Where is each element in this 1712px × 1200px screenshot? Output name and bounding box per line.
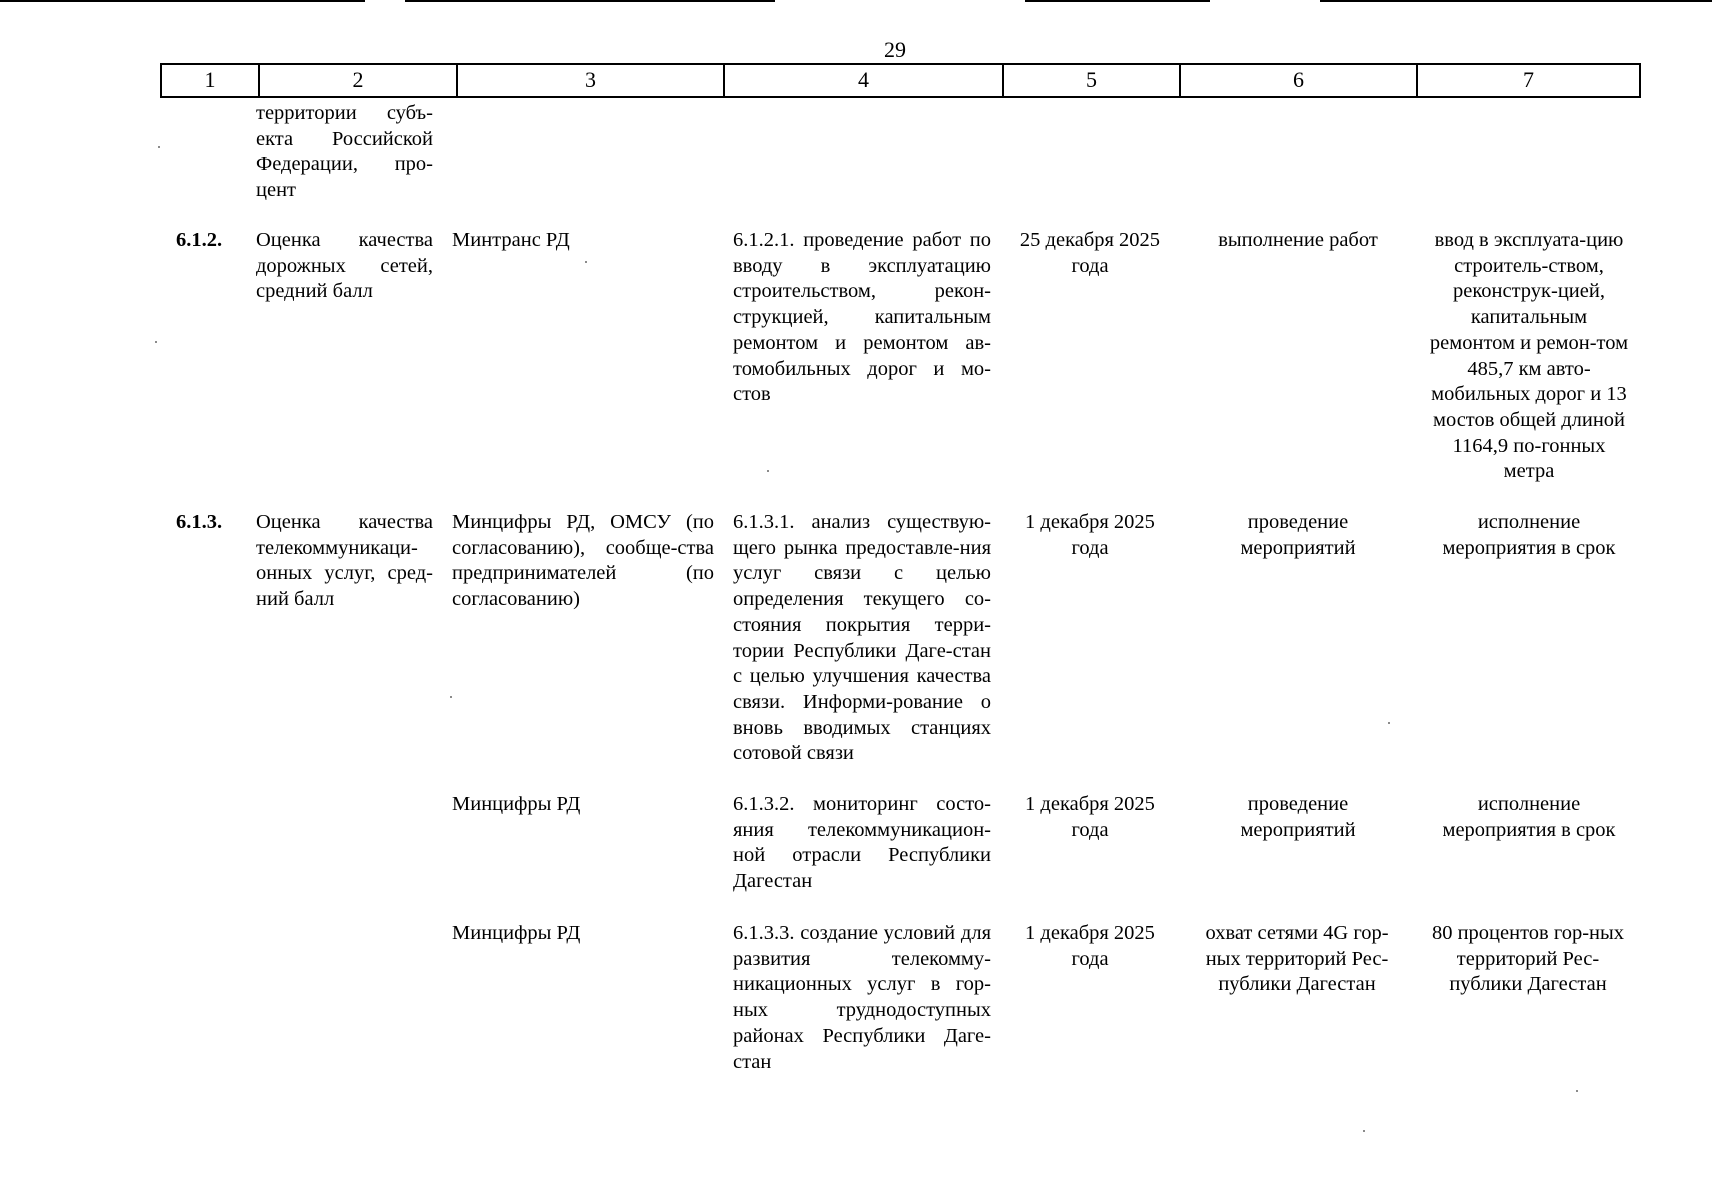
deadline-text: 1 декабря 2025 года	[1025, 793, 1155, 841]
scan-speck	[585, 261, 587, 263]
value-text: исполнение мероприятия в срок	[1442, 793, 1616, 841]
scan-speck	[155, 341, 157, 343]
executor-text: Минцифры РД, ОМСУ (по согласованию), сообще-ства предпринимателей (по согласованию)	[452, 511, 714, 611]
activity-text: 6.1.3.1. анализ существую-щего рынка предоставле-ния услуг связи с целью определения текущего со-стояния покрытия терри-тории Республики Даге-стан с целью улучшения качества связи. Информи-рование о вновь вводимых станциях сотовой связи	[733, 511, 991, 765]
value-text: 80 процентов гор-ных территорий Рес-публики Дагестан	[1431, 922, 1625, 996]
page-number: 29	[884, 37, 906, 62]
executor-text: Минцифры РД	[452, 922, 581, 944]
result-text: проведение мероприятий	[1240, 511, 1356, 559]
scan-speck	[1576, 1090, 1578, 1092]
scan-edge-line	[1025, 0, 1210, 2]
scan-speck	[767, 470, 769, 472]
column-number: 6	[1293, 67, 1304, 92]
indicator-text: Оценка качества дорожных сетей, средний балл	[256, 229, 433, 303]
activity-text: 6.1.2.1. проведение работ по вводу в эксплуатацию строительством, рекон-струкцией, капитальным ремонтом и ремонтом ав-томобильных дорог и мо-стов	[733, 229, 991, 406]
scan-edge-line	[1320, 0, 1712, 2]
scan-speck	[1363, 1130, 1365, 1132]
value-text: ввод в эксплуата-цию строитель-ством, реконструк-цией, капитальным ремонтом и ремон-том 485,7 км авто-мобильных дорог и 13 мостов общей длиной 1164,9 по-гонных метра	[1429, 229, 1629, 483]
continuation-indicator: территории субъ-екта Российской Федерации, про-цент	[256, 102, 433, 202]
activity-text: 6.1.3.3. создание условий для развития телекомму-никационных услуг в гор-ных труднодоступных районах Республики Даге-стан	[733, 922, 991, 1073]
column-number: 5	[1086, 67, 1097, 92]
executor-text: Минцифры РД	[452, 793, 581, 815]
column-number: 2	[352, 67, 364, 92]
result-text: выполнение работ	[1218, 229, 1378, 251]
row-number: 6.1.2.	[176, 229, 223, 251]
scan-speck	[158, 146, 160, 148]
column-divider	[1639, 63, 1641, 97]
scan-edge-line	[0, 0, 365, 2]
deadline-text: 1 декабря 2025 года	[1025, 922, 1155, 970]
scan-edge-line	[405, 0, 775, 2]
deadline-text: 1 декабря 2025 года	[1025, 511, 1155, 559]
column-number: 3	[585, 67, 596, 92]
result-text: охват сетями 4G гор-ных территорий Рес-публики Дагестан	[1205, 922, 1389, 996]
scan-speck	[450, 696, 452, 698]
row-number: 6.1.3.	[176, 511, 223, 533]
result-text: проведение мероприятий	[1240, 793, 1356, 841]
executor-text: Минтранс РД	[452, 229, 570, 251]
scan-speck	[1388, 722, 1390, 724]
column-number: 4	[858, 67, 869, 92]
header-bottom-rule	[160, 96, 1641, 98]
value-text: исполнение мероприятия в срок	[1442, 511, 1616, 559]
indicator-text: Оценка качества телекоммуникаци-онных услуг, сред-ний балл	[256, 511, 433, 611]
deadline-text: 25 декабря 2025 года	[1019, 229, 1161, 277]
column-number: 7	[1523, 67, 1534, 92]
column-number: 1	[204, 67, 216, 92]
activity-text: 6.1.3.2. мониторинг состо-яния телекоммуникацион-ной отрасли Республики Дагестан	[733, 793, 991, 893]
